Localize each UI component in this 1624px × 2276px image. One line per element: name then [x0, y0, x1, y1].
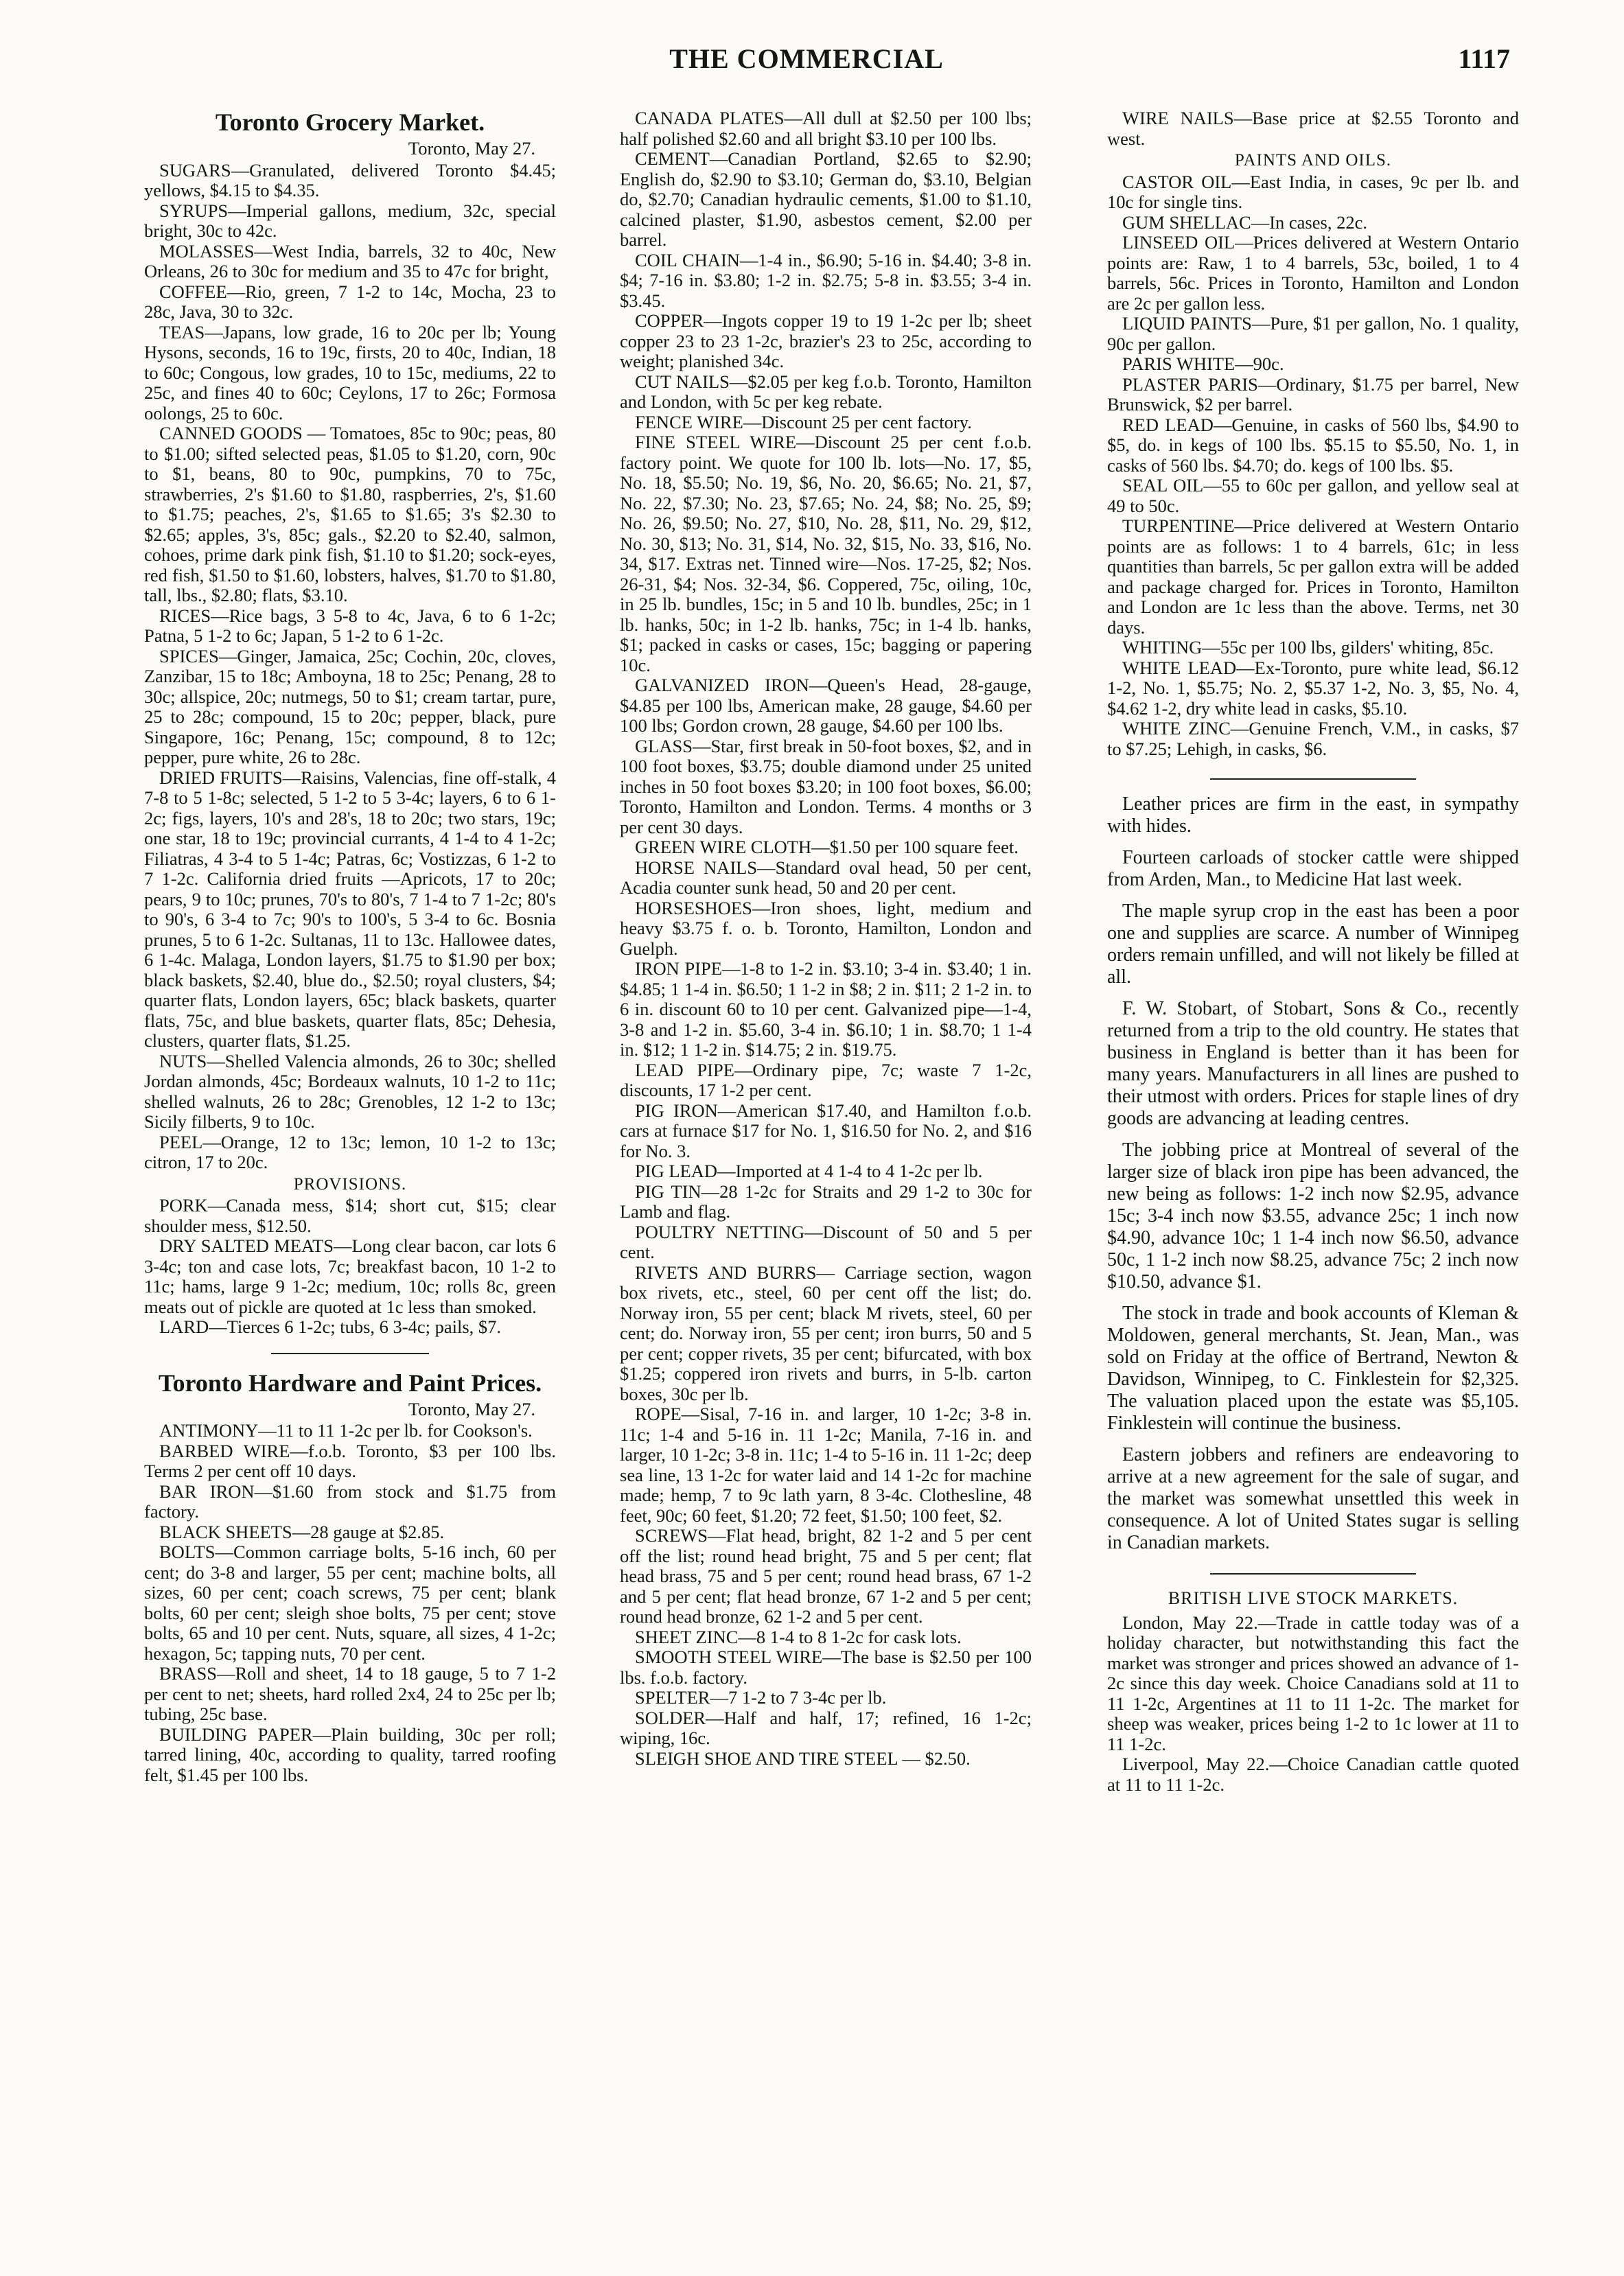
- price-entry: SCREWS—Flat head, bright, 82 1-2 and 5 per cent off the list; round head bright, 75 and 5 per cent; flat head brass, 75 and 5 per cent; round head brass, 67 1-2 and 5 per cent; flat head bronze, 67 1-2 and 5 per cent; round head bronze, 62 1-2 and 5 per cent.: [620, 1525, 1032, 1627]
- price-entry: SPICES—Ginger, Jamaica, 25c; Cochin, 20c, cloves, Zanzibar, 15 to 18c; Amboyna, 18 to 25c; Penang, 28 to 30c; allspice, 20c; nutmegs, 50 to $1; cream tartar, pure, 25 to 28c; compound, 15 to 20c; pepper, black, pure Singapore, 16c; Penang, 15c; compound, 8 to 12c; pepper, pure white, 26 to 28c.: [144, 645, 556, 767]
- column-3: [1107, 108, 1519, 1795]
- price-entry: SEAL OIL—55 to 60c per gallon, and yellow seal at 49 to 50c.: [1107, 475, 1519, 516]
- price-entry: CASTOR OIL—East India, in cases, 9c per lb. and 10c for single tins.: [1107, 171, 1519, 212]
- news-item: The maple syrup crop in the east has been a poor one and supplies are scarce. A number of Winnipeg orders remain unfilled, and will not likely be filled at all.: [1107, 901, 1519, 988]
- price-entry: COFFEE—Rio, green, 7 1-2 to 14c, Mocha, 23 to 28c, Java, 30 to 32c.: [144, 281, 556, 322]
- price-entry: RED LEAD—Genuine, in casks of 560 lbs, $4.90 to $5, do. in kegs of 100 lbs. $5.15 to $5.50, No. 1, in casks of 560 lbs. $4.70; do. kegs of 100 lbs. $5.: [1107, 414, 1519, 476]
- price-entry: WIRE NAILS—Base price at $2.55 Toronto and west.: [1107, 108, 1519, 149]
- livestock-report: London, May 22.—Trade in cattle today was of a holiday character, but notwithstanding this fact the market was stronger and prices showed an advance of 1-2c since this day week. Choice Canadians sold at 11 to 11 1-2c, Argentines at 11 to 11 1-2c. The market for sheep was weaker, prices being 1-2 to 1c lower at 11 to 11 1-2c.: [1107, 1612, 1519, 1754]
- price-entry: PIG LEAD—Imported at 4 1-4 to 4 1-2c per lb.: [635, 1161, 983, 1181]
- price-entry: PEEL—Orange, 12 to 13c; lemon, 10 1-2 to 13c; citron, 17 to 20c.: [144, 1131, 556, 1172]
- price-entry: PARIS WHITE—90c.: [1122, 353, 1284, 374]
- livestock-report: Liverpool, May 22.—Choice Canadian cattle quoted at 11 to 11 1-2c.: [1107, 1754, 1519, 1795]
- news-item: Eastern jobbers and refiners are endeavoring to arrive at a new agreement for the sale of sugar, and the market was somewhat unsettled this week in consequence. A lot of United States sugar is selling in Canadian markets.: [1107, 1444, 1519, 1553]
- grocery-dateline: Toronto, May 27.: [408, 138, 535, 159]
- news-item: The jobbing price at Montreal of several of the larger size of black iron pipe has been advanced, the new being as follows: 1-2 inch now $2.95, advance 15c; 3-4 inch now $3.55, advance 25c; 1 inch now $4.90, advance 10c; 1 1-4 inch now $6.50, advance 50c, 1 1-2 inch now $8.25, advance 75c; 2 inch now $10.50, advance $1.: [1107, 1139, 1519, 1292]
- price-entry: COIL CHAIN—1-4 in., $6.90; 5-16 in. $4.40; 3-8 in. $4; 7-16 in. $3.80; 1-2 in. $2.75; 5-8 in. $3.55; 3-4 in. $3.45.: [620, 249, 1032, 311]
- column-1: [144, 108, 556, 1785]
- price-entry: CANNED GOODS — Tomatoes, 85c to 90c; peas, 80 to $1.00; sifted selected peas, $1.05 to $1.20, corn, 90c to $1, beans, 80 to 90c, pumpkins, 70 to 75c, strawberries, 2's $1.60 to $1.80, raspberries, 2's, $1.60 to $1.75; peaches, 2's, $1.65 to $1.65; 3's $2.30 to $2.65; apples, 3's, 85c; gals., $2.20 to $2.40, salmon, cohoes, prime dark pink fish, $1.10 to $1.20; sock-eyes, red fish, $1.50 to $1.60, lobsters, halves, $1.70 to $1.80, tall, lbs., $2.80; flats, $3.10.: [144, 423, 556, 605]
- column-2: [620, 108, 1032, 1769]
- price-entry: BUILDING PAPER—Plain building, 30c per roll; tarred lining, 40c, according to quality, tarred roofing felt, $1.45 per 100 lbs.: [144, 1723, 556, 1785]
- price-entry: PIG IRON—American $17.40, and Hamilton f.o.b. cars at furnace $17 for No. 1, $16.50 for No. 2, and $16 for No. 3.: [620, 1100, 1032, 1161]
- price-entry: GALVANIZED IRON—Queen's Head, 28-gauge, $4.85 per 100 lbs, American make, 28 gauge, $4.60 per 100 lbs; Gordon crown, 28 gauge, $4.60 per 100 lbs.: [620, 675, 1032, 736]
- price-entry: DRIED FRUITS—Raisins, Valencias, fine off-stalk, 4 7-8 to 5 1-8c; selected, 5 1-2 to 5 3-4c; layers, 6 to 6 1-2c; figs, layers, 10's and 28's, 18 to 20c; two stars, 19c; one star, 18 to 19c; provincial currants, 4 1-4 to 4 1-2c; Filiatras, 4 3-4 to 5 1-4c; Patras, 6c; Vostizzas, 6 1-2 to 7 1-2c. California dried fruits —Apricots, 17 to 20c; pears, 9 to 10c; prunes, 70's to 80's, 7 1-4 to 7 1-2c; 80's to 90's, 6 3-4 to 7c; 90's to 100's, 5 3-4 to 6c. Bosnia prunes, 5 to 6 1-2c. Sultanas, 11 to 13c. Hallowee dates, 6 1-4c. Malaga, London layers, $1.75 to $1.90 per box; black baskets, $2.40, blue do., $2.50; royal clusters, $4; quarter flats, London layers, 65c; black baskets, quarter flats, 75c, and blue baskets, quarter flats, 85c; Dehesia, clusters, quarter flats, $1.25.: [144, 767, 556, 1051]
- section-divider: [271, 1353, 429, 1354]
- price-entry: SOLDER—Half and half, 17; refined, 16 1-2c; wiping, 16c.: [620, 1707, 1032, 1748]
- price-entry: LINSEED OIL—Prices delivered at Western Ontario points are: Raw, 1 to 4 barrels, 53c, boiled, 1 to 4 barrels, 56c. Prices in Toronto, Hamilton and London are 2c per gallon less.: [1107, 232, 1519, 314]
- price-entry: CEMENT—Canadian Portland, $2.65 to $2.90; English do, $2.90 to $3.10; German do, $3.10, Belgian do, $2.70; Canadian hydraulic cements, $1.00 to $1.10, calcined plaster, $1.90, asbestos cement, $2.00 per barrel.: [620, 148, 1032, 250]
- price-entry: BRASS—Roll and sheet, 14 to 18 gauge, 5 to 7 1-2 per cent to net; sheets, hard rolled 2x4, 24 to 25c per lb; tubing, 25c base.: [144, 1663, 556, 1724]
- price-entry: RICES—Rice bags, 3 5-8 to 4c, Java, 6 to 6 1-2c; Patna, 5 1-2 to 6c; Japan, 5 1-2 to 6 1-2c.: [144, 605, 556, 646]
- price-entry: HORSESHOES—Iron shoes, light, medium and heavy $3.75 f. o. b. Toronto, Hamilton, London and Guelph.: [620, 897, 1032, 959]
- price-entry: WHITE LEAD—Ex-Toronto, pure white lead, $6.12 1-2, No. 1, $5.75; No. 2, $5.37 1-2, No. 3, $5, No. 4, $4.62 1-2, dry white lead in casks, $5.10.: [1107, 657, 1519, 719]
- price-entry: WHITING—55c per 100 lbs, gilders' whiting, 85c.: [1122, 637, 1494, 658]
- page-number: 1117: [1458, 43, 1510, 74]
- price-entry: GLASS—Star, first break in 50-foot boxes, $2, and in 100 foot boxes, $3.75; double diamond under 25 united inches in 50 foot boxes $3.20; in 100 foot boxes, $6.00; Toronto, Hamilton and London. Terms. 4 months or 3 per cent 30 days.: [620, 735, 1032, 837]
- section-divider: [1210, 778, 1416, 780]
- news-item: Fourteen carloads of stocker cattle were shipped from Arden, Man., to Medicine Hat last week.: [1107, 847, 1519, 890]
- price-entry: DRY SALTED MEATS—Long clear bacon, car lots 6 3-4c; ton and case lots, 7c; breakfast bacon, 10 1-2 to 11c; hams, large 9 1-2c; medium, 10c; rolls 8c, green meats out of pickle are quoted at 1c less than smoked.: [144, 1235, 556, 1317]
- section-divider: [1210, 1573, 1416, 1575]
- price-entry: ANTIMONY—11 to 11 1-2c per lb. for Cookson's.: [159, 1420, 533, 1441]
- price-entry: TEAS—Japans, low grade, 16 to 20c per lb; Young Hysons, seconds, 16 to 19c, firsts, 20 to 40c, Indian, 18 to 60c; Congous, low grades, 10 to 15c, mediums, 22 to 25c, and fines 40 to 60c; Ceylons, 17 to 26c; Formosa oolongs, 25 to 60c.: [144, 321, 556, 423]
- price-entry: MOLASSES—West India, barrels, 32 to 40c, New Orleans, 26 to 30c for medium and 35 to 47c for bright,: [144, 240, 556, 281]
- price-entry: BLACK SHEETS—28 gauge at $2.85.: [159, 1521, 445, 1542]
- livestock-heading: BRITISH LIVE STOCK MARKETS.: [1168, 1588, 1459, 1608]
- price-entry: LEAD PIPE—Ordinary pipe, 7c; waste 7 1-2c, discounts, 17 1-2 per cent.: [620, 1059, 1032, 1100]
- hardware-dateline: Toronto, May 27.: [408, 1398, 535, 1419]
- price-entry: SHEET ZINC—8 1-4 to 8 1-2c for cask lots.: [635, 1626, 962, 1647]
- price-entry: POULTRY NETTING—Discount of 50 and 5 per cent.: [620, 1221, 1032, 1262]
- price-entry: RIVETS AND BURRS— Carriage section, wagon box rivets, etc., steel, 60 per cent off the list; do. Norway iron, 55 per cent; black M rivets, steel, 60 per cent; do. Norway iron, 55 per cent; iron burrs, 50 and 5 per cent; copper rivets, 35 per cent; bifurcated, with box $1.25; coppered iron rivets and burrs, in 5-lb. carton boxes, 30c per lb.: [620, 1262, 1032, 1404]
- price-entry: SLEIGH SHOE AND TIRE STEEL — $2.50.: [635, 1747, 971, 1769]
- price-entry: ROPE—Sisal, 7-16 in. and larger, 10 1-2c; 3-8 in. 11c; 1-4 and 5-16 in. 11 1-2c; Manila, 7-16 in. and larger, 10 1-2c; 3-8 in. 11c; 1-4 to 5-16 in. 11 1-2c; deep sea line, 13 1-2c for water laid and 14 1-2c for machine made; hemp, 7 to 9c lath yarn, 8 3-4c. Clothesline, 48 feet, 90c; 60 feet, $1.20; 72 feet, $1.50; 100 feet, $2.: [620, 1404, 1032, 1526]
- price-entry: BOLTS—Common carriage bolts, 5-16 inch, 60 per cent; do 3-8 and larger, 55 per cent; machine bolts, all sizes, 60 per cent; coach screws, 75 per cent; blank bolts, 60 per cent; sleigh shoe bolts, 75 per cent; stove bolts, 65 and 10 per cent. Nuts, square, all sizes, 4 1-2c; hexagon, 5c; tapping nuts, 70 per cent.: [144, 1542, 556, 1664]
- news-item: The stock in trade and book accounts of Kleman & Moldowen, general merchants, St. Jean, Man., was sold on Friday at the office of Bertrand, Newton & Davidson, Winnipeg, to C. Finklestein for $2,325. The valuation placed upon the estate was $5,105. Finklestein will continue the business.: [1107, 1303, 1519, 1434]
- news-item: F. W. Stobart, of Stobart, Sons & Co., recently returned from a trip to the old country. He states that business in England is better than it has been for many years. Manufacturers in all lines are pushed to their utmost with orders. Prices for staple lines of dry goods are advancing at leading centres.: [1107, 998, 1519, 1129]
- price-entry: FENCE WIRE—Discount 25 per cent factory.: [635, 411, 972, 432]
- price-entry: HORSE NAILS—Standard oval head, 50 per cent, Acadia counter sunk head, 50 and 20 per cent.: [620, 857, 1032, 898]
- price-entry: GUM SHELLAC—In cases, 22c.: [1122, 211, 1367, 233]
- price-entry: TURPENTINE—Price delivered at Western Ontario points are as follows: 1 to 4 barrels, 61c; in less quantities than barrels, 5c per gallon extra will be added and package charged for. Prices in Toronto, Hamilton and London are 1c less than the above. Terms, net 30 days.: [1107, 515, 1519, 638]
- provisions-heading: PROVISIONS.: [293, 1174, 407, 1194]
- price-entry: BAR IRON—$1.60 from stock and $1.75 from factory.: [144, 1480, 556, 1522]
- price-entry: PLASTER PARIS—Ordinary, $1.75 per barrel, New Brunswick, $2 per barrel.: [1107, 373, 1519, 415]
- price-entry: PORK—Canada mess, $14; short cut, $15; clear shoulder mess, $12.50.: [144, 1195, 556, 1236]
- price-entry: IRON PIPE—1-8 to 1-2 in. $3.10; 3-4 in. $3.40; 1 in. $4.85; 1 1-4 in. $6.50; 1 1-2 in $8; 2 in. $11; 2 1-2 in. to 6 in. discount 60 to 10 per cent. Galvanized pipe—1-4, 3-8 and 1-2 in. $5.60, 3-4 in. $6.10; 1 in. $8.70; 1 1-4 in. $12; 1 1-2 in. $14.75; 2 in. $19.75.: [620, 958, 1032, 1060]
- price-entry: SPELTER—7 1-2 to 7 3-4c per lb.: [635, 1687, 887, 1708]
- paints-oils-heading: PAINTS AND OILS.: [1234, 151, 1392, 170]
- page-header: [103, 43, 1510, 84]
- running-title: THE COMMERCIAL: [669, 43, 944, 74]
- grocery-market-title: Toronto Grocery Market.: [215, 108, 485, 136]
- hardware-prices-title: Toronto Hardware and Paint Prices.: [158, 1369, 542, 1397]
- price-entry: SUGARS—Granulated, delivered Toronto $4.45; yellows, $4.15 to $4.35.: [144, 159, 556, 200]
- price-entry: SMOOTH STEEL WIRE—The base is $2.50 per 100 lbs. f.o.b. factory.: [620, 1647, 1032, 1688]
- price-entry: BARBED WIRE—f.o.b. Toronto, $3 per 100 lbs. Terms 2 per cent off 10 days.: [144, 1440, 556, 1481]
- price-entry: LARD—Tierces 6 1-2c; tubs, 6 3-4c; pails, $7.: [159, 1316, 502, 1337]
- price-entry: COPPER—Ingots copper 19 to 19 1-2c per lb; sheet copper 23 to 23 1-2c, brazier's 23 to 25c, according to weight; planished 34c.: [620, 310, 1032, 371]
- price-entry: NUTS—Shelled Valencia almonds, 26 to 30c; shelled Jordan almonds, 45c; Bordeaux walnuts, 10 1-2 to 11c; shelled walnuts, 26 to 28c; Grenobles, 12 1-2 to 13c; Sicily filberts, 9 to 10c.: [144, 1050, 556, 1132]
- price-entry: CUT NAILS—$2.05 per keg f.o.b. Toronto, Hamilton and London, with 5c per keg rebate.: [620, 371, 1032, 412]
- price-entry: SYRUPS—Imperial gallons, medium, 32c, special bright, 30c to 42c.: [144, 200, 556, 241]
- price-entry: GREEN WIRE CLOTH—$1.50 per 100 square feet.: [635, 837, 1019, 857]
- price-entry: WHITE ZINC—Genuine French, V.M., in casks, $7 to $7.25; Lehigh, in casks, $6.: [1107, 718, 1519, 759]
- price-entry: LIQUID PAINTS—Pure, $1 per gallon, No. 1 quality, 90c per gallon.: [1107, 313, 1519, 354]
- news-item: Leather prices are firm in the east, in sympathy with hides.: [1107, 793, 1519, 837]
- price-entry: FINE STEEL WIRE—Discount 25 per cent f.o.b. factory point. We quote for 100 lb. lots—No. 17, $5, No. 18, $5.50; No. 19, $6, No. 20, $6.65; No. 21, $7, No. 22, $7.30; No. 23, $7.65; No. 24, $8; No. 25, $9; No. 26, $9.50; No. 27, $10, No. 28, $11, No. 29, $12, No. 30, $13; No. 31, $14, No. 32, $15, No. 33, $16, No. 34, $17. Extras net. Tinned wire—Nos. 17-25, $2; Nos. 26-31, $4; Nos. 32-34, $6. Coppered, 75c, oiling, 10c, in 25 lb. bundles, 15c; in 5 and 10 lb. bundles, 25c; in 1 lb. hanks, 50c; in 1-2 lb. hanks, 75c; in 1-4 lb. hanks, $1; packed in casks or cases, 15c; bagging or papering 10c.: [620, 432, 1032, 675]
- price-entry: CANADA PLATES—All dull at $2.50 per 100 lbs; half polished $2.60 and all bright $3.10 per 100 lbs.: [620, 108, 1032, 149]
- price-entry: PIG TIN—28 1-2c for Straits and 29 1-2 to 30c for Lamb and flag.: [620, 1181, 1032, 1222]
